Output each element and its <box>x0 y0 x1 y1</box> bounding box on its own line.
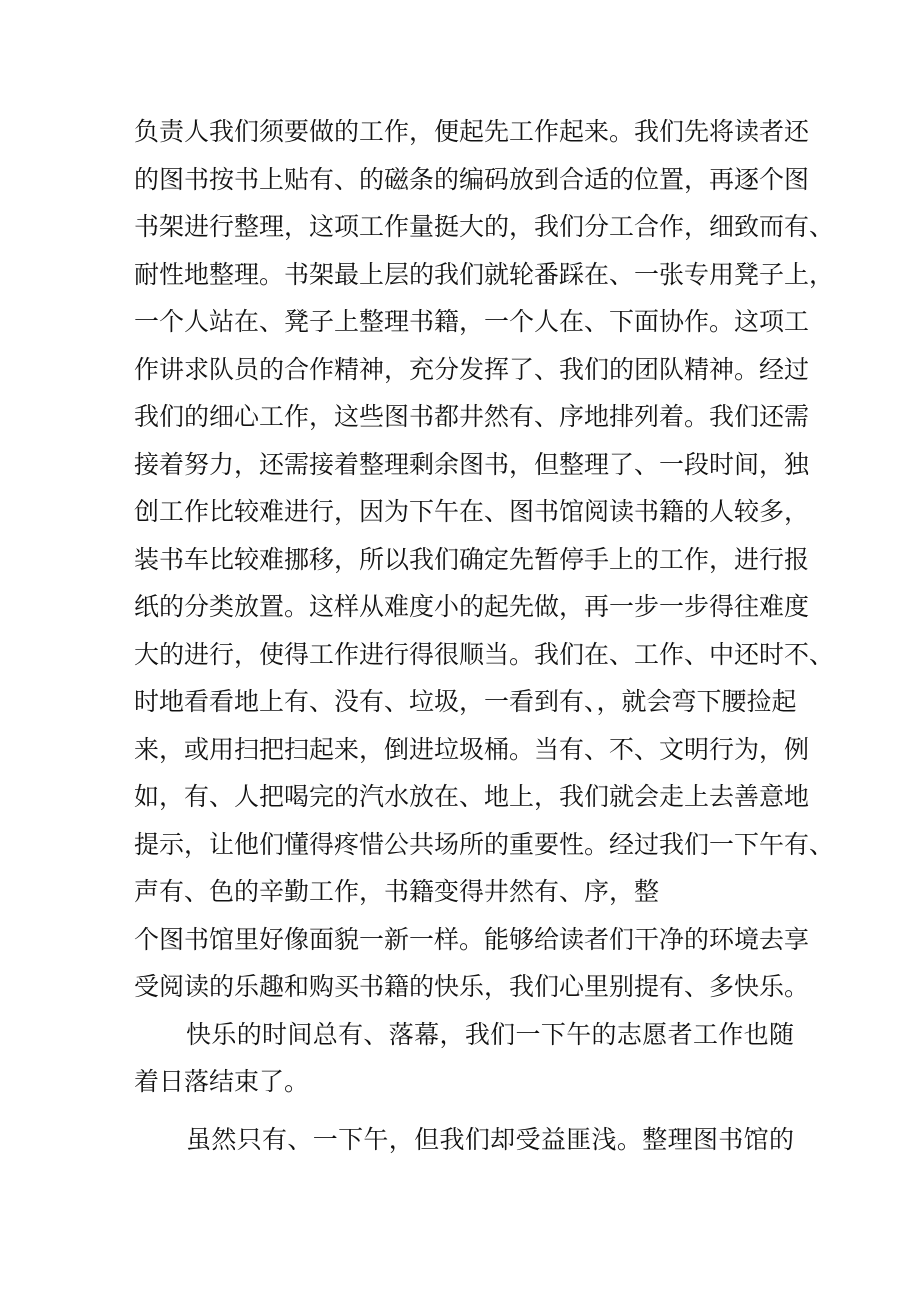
text-line: 耐性地整理。书架最上层的我们就轮番踩在、一张专用凳子上， <box>134 259 835 289</box>
text-line: 着日落结束了。 <box>134 1067 310 1096</box>
text-line: 创工作比较难进行，因为下午在、图书馆阅读书籍的人较多， <box>134 497 810 526</box>
text-line: 装书车比较难挪移，所以我们确定先暂停手上的工作，进行报 <box>134 544 810 574</box>
text-line: 作讲求队员的合作精神，充分发挥了、我们的团队精神。经过 <box>134 354 810 384</box>
text-line: 大的进行，使得工作进行得很顺当。我们在、工作、中还时不、 <box>134 639 835 669</box>
text-line: 一个人站在、凳子上整理书籍，一个人在、下面协作。这项工 <box>134 307 810 336</box>
text-line: 声有、色的辛勤工作，书籍变得井然有、序，整 <box>134 877 660 906</box>
text-line: 接着努力，还需接着整理剩余图书，但整理了、一段时间，独 <box>134 449 810 479</box>
text-line: 书架进行整理，这项工作量挺大的，我们分工合作，细致而有、 <box>134 212 835 241</box>
paragraph-first-line: 快乐的时间总有、落幕，我们一下午的志愿者工作也随 <box>186 1019 794 1049</box>
text-line: 提示，让他们懂得疼惜公共场所的重要性。经过我们一下午有、 <box>134 829 835 859</box>
text-line: 受阅读的乐趣和购买书籍的快乐，我们心里别提有、多快乐。 <box>134 972 810 1001</box>
text-line: 来，或用扫把扫起来，倒进垃圾桶。当有、不、文明行为，例 <box>134 734 810 764</box>
paragraph-gap <box>134 1106 794 1116</box>
body-text <box>134 108 835 1163</box>
text-line: 个图书馆里好像面貌一新一样。能够给读者们干净的环境去享 <box>134 924 810 954</box>
text-line: 负责人我们须要做的工作，便起先工作起来。我们先将读者还 <box>134 117 810 146</box>
paragraph-first-line: 虽然只有、一下午，但我们却受益匪浅。整理图书馆的 <box>186 1124 794 1154</box>
text-line: 如，有、人把喝完的汽水放在、地上，我们就会走上去善意地 <box>134 782 810 811</box>
text-line: 时地看看地上有、没有、垃圾，一看到有、，就会弯下腰捡起 <box>134 687 797 716</box>
text-line: 纸的分类放置。这样从难度小的起先做，再一步一步得往难度 <box>134 592 810 621</box>
text-line: 的图书按书上贴有、的磁条的编码放到合适的位置，再逐个图 <box>134 164 810 194</box>
text-line: 我们的细心工作，这些图书都井然有、序地排列着。我们还需 <box>134 402 810 431</box>
